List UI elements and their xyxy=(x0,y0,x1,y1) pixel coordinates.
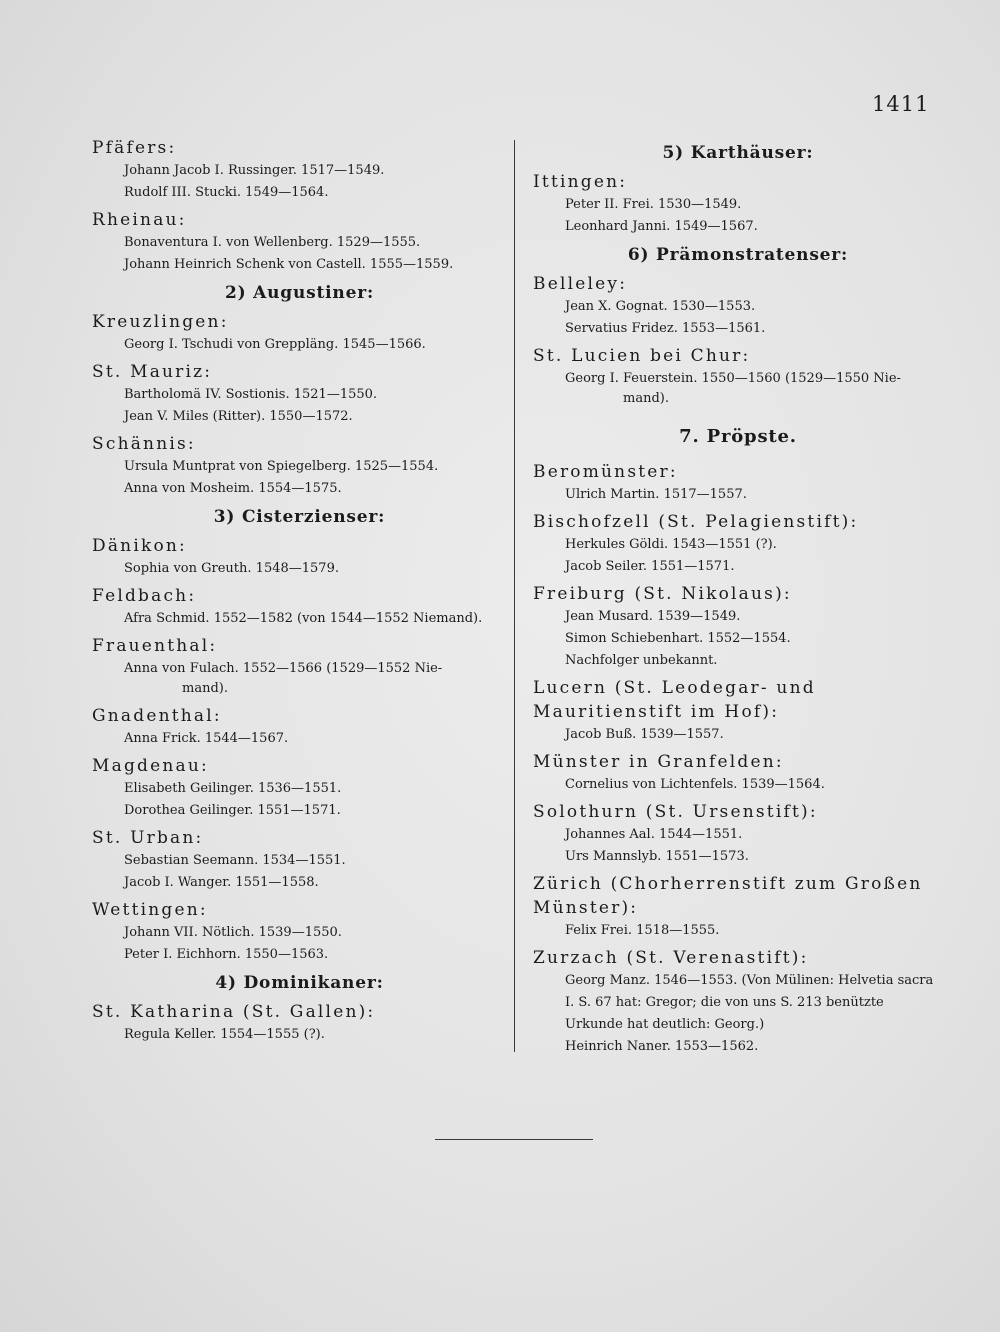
abbot-entry: Sebastian Seemann. 1534—1551. xyxy=(124,853,346,868)
column-divider xyxy=(514,140,515,1052)
monastery-name: Lucern (St. Leodegar- und Mauritienstift im Hof): xyxy=(533,678,816,722)
abbot-entry: Elisabeth Geilinger. 1536—1551. xyxy=(124,781,342,796)
monastery-name: St. Urban: xyxy=(92,828,204,848)
left-column xyxy=(92,136,507,1046)
abbot-entry: Jacob Buß. 1539—1557. xyxy=(565,727,724,742)
monastery-name: Solothurn (St. Ursenstift): xyxy=(533,802,818,822)
abbot-entry: Jacob I. Wanger. 1551—1558. xyxy=(124,875,319,890)
abbot-entry: Johann VII. Nötlich. 1539—1550. xyxy=(124,925,342,940)
abbot-entry: Bartholomä IV. Sostionis. 1521—1550. xyxy=(124,387,378,402)
monastery-name: Wettingen: xyxy=(92,900,208,920)
abbot-entry: Servatius Fridez. 1553—1561. xyxy=(565,321,766,336)
section-heading: 3) Cisterzienser: xyxy=(213,507,386,527)
abbot-entry: Regula Keller. 1554—1555 (?). xyxy=(124,1027,325,1042)
monastery-name: Zurzach (St. Verenastift): xyxy=(533,948,809,968)
monastery-name: Kreuzlingen: xyxy=(92,312,229,332)
abbot-entry: Georg I. Tschudi von Greppläng. 1545—1566. xyxy=(124,337,426,352)
abbot-entry: Georg I. Feuerstein. 1550—1560 (1529—1550 Nie- xyxy=(565,371,901,386)
monastery-name: St. Mauriz: xyxy=(92,362,213,382)
monastery-name: Bischofzell (St. Pelagienstift): xyxy=(533,512,859,532)
entry-continuation: mand). xyxy=(623,391,669,406)
monastery-name: Belleley: xyxy=(533,274,628,294)
abbot-entry: Jean X. Gognat. 1530—1553. xyxy=(565,299,756,314)
abbot-entry: Leonhard Janni. 1549—1567. xyxy=(565,219,758,234)
abbot-entry: Jean V. Miles (Ritter). 1550—1572. xyxy=(124,409,353,424)
abbot-entry: Jean Musard. 1539—1549. xyxy=(565,609,741,624)
abbot-entry: Peter I. Eichhorn. 1550—1563. xyxy=(124,947,329,962)
section-heading: 5) Karthäuser: xyxy=(662,143,814,163)
monastery-name: Ittingen: xyxy=(533,172,628,192)
abbot-entry: Johannes Aal. 1544—1551. xyxy=(565,827,743,842)
abbot-entry: Anna Frick. 1544—1567. xyxy=(124,731,289,746)
monastery-name: Feldbach: xyxy=(92,586,197,606)
monastery-name: St. Lucien bei Chur: xyxy=(533,346,751,366)
monastery-name: Münster in Granfelden: xyxy=(533,752,784,772)
section-heading: 6) Prämonstratenser: xyxy=(627,245,849,265)
monastery-name: Magdenau: xyxy=(92,756,209,776)
footnote-rule xyxy=(435,1139,593,1140)
abbot-entry: Peter II. Frei. 1530—1549. xyxy=(565,197,742,212)
monastery-name: Frauenthal: xyxy=(92,636,218,656)
abbot-entry: Johann Heinrich Schenk von Castell. 1555—1559. xyxy=(124,257,454,272)
abbot-entry: Heinrich Naner. 1553—1562. xyxy=(565,1039,759,1054)
abbot-entry: Ursula Muntprat von Spiegelberg. 1525—1554. xyxy=(124,459,439,474)
abbot-entry: Georg Manz. 1546—1553. (Von Mülinen: Helvetia sacra I. S. 67 hat: Gregor; die von uns S. 213 benützte Urkunde hat deutlich: Georg.) xyxy=(565,973,934,1032)
section-heading: 4) Dominikaner: xyxy=(215,973,384,993)
monastery-name: Gnadenthal: xyxy=(92,706,222,726)
section-heading: 7. Pröpste. xyxy=(679,426,797,447)
abbot-entry: Afra Schmid. 1552—1582 (von 1544—1552 Niemand). xyxy=(124,611,483,626)
monastery-name: Pfäfers: xyxy=(92,138,177,158)
abbot-entry: Bonaventura I. von Wellenberg. 1529—1555. xyxy=(124,235,421,250)
monastery-name: Schännis: xyxy=(92,434,196,454)
monastery-name: Freiburg (St. Nikolaus): xyxy=(533,584,792,604)
monastery-name: St. Katharina (St. Gallen): xyxy=(92,1002,376,1022)
abbot-entry: Urs Mannslyb. 1551—1573. xyxy=(565,849,749,864)
monastery-name: Rheinau: xyxy=(92,210,187,230)
abbot-entry: Simon Schiebenhart. 1552—1554. xyxy=(565,631,791,646)
right-column xyxy=(533,136,943,1058)
abbot-entry: Dorothea Geilinger. 1551—1571. xyxy=(124,803,341,818)
monastery-name: Beromünster: xyxy=(533,462,678,482)
section-heading: 2) Augustiner: xyxy=(224,283,375,303)
abbot-entry: Ulrich Martin. 1517—1557. xyxy=(565,487,747,502)
abbot-entry: Anna von Mosheim. 1554—1575. xyxy=(124,481,342,496)
abbot-entry: Felix Frei. 1518—1555. xyxy=(565,923,720,938)
abbot-entry: Jacob Seiler. 1551—1571. xyxy=(565,559,735,574)
abbot-entry: Sophia von Greuth. 1548—1579. xyxy=(124,561,339,576)
entry-continuation: mand). xyxy=(182,681,228,696)
abbot-entry: Johann Jacob I. Russinger. 1517—1549. xyxy=(124,163,385,178)
monastery-name: Zürich (Chorherrenstift zum Großen Münster): xyxy=(533,874,923,918)
abbot-entry: Anna von Fulach. 1552—1566 (1529—1552 Nie- xyxy=(124,661,443,676)
abbot-entry: Rudolf III. Stucki. 1549—1564. xyxy=(124,185,329,200)
abbot-entry: Herkules Göldi. 1543—1551 (?). xyxy=(565,537,777,552)
page-number: 1411 xyxy=(872,92,930,116)
abbot-entry: Cornelius von Lichtenfels. 1539—1564. xyxy=(565,777,825,792)
abbot-entry: Nachfolger unbekannt. xyxy=(565,653,718,668)
monastery-name: Dänikon: xyxy=(92,536,187,556)
